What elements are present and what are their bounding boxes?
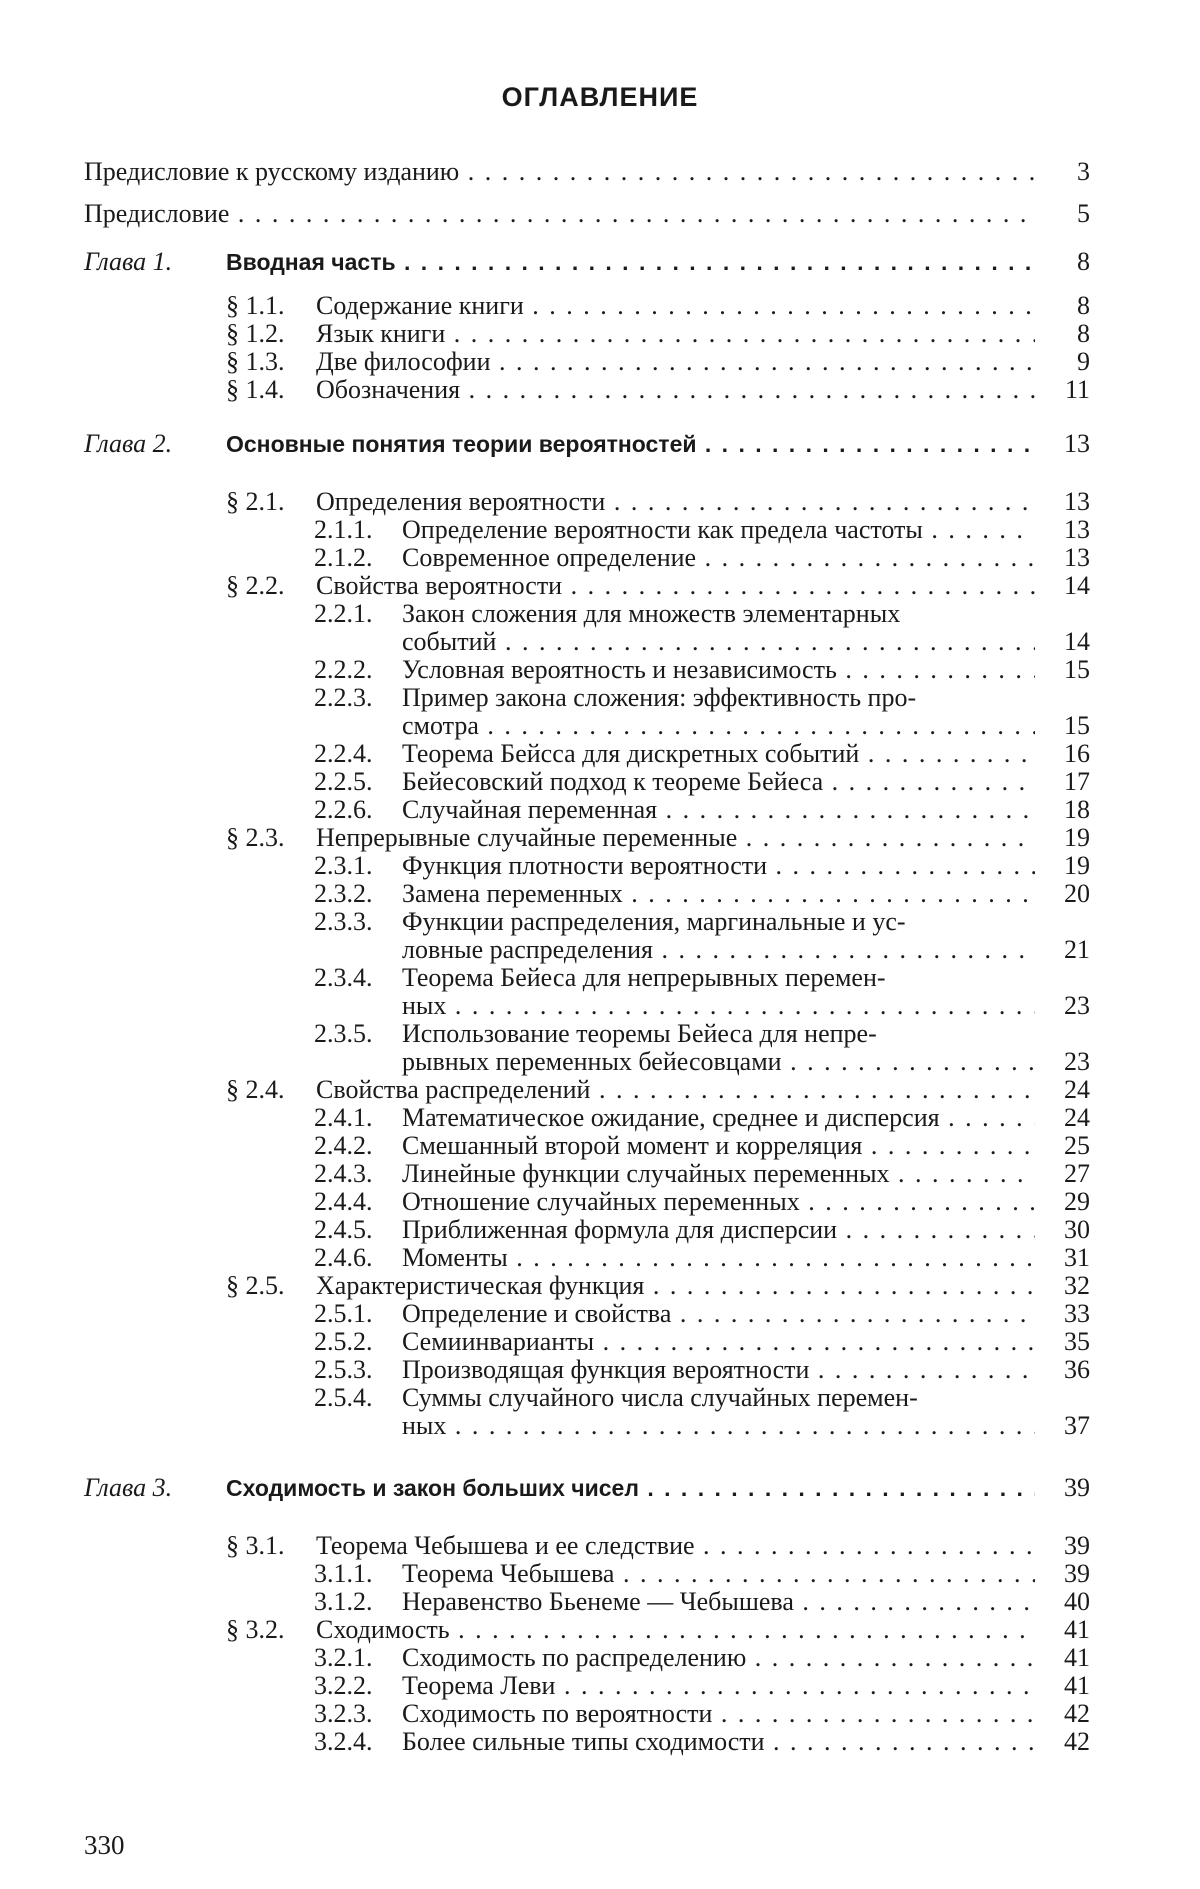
entry-number: 2.3.5. xyxy=(314,1019,373,1048)
entry-title: Определение вероятности как предела частоты . . . xyxy=(402,516,1035,544)
subsection-entry xyxy=(314,1132,1090,1160)
subsection-entry xyxy=(314,1672,1090,1700)
chapter-label: Глава 2. xyxy=(84,429,173,458)
entry-title: Теорема Чебышева . . . xyxy=(402,1560,1035,1588)
subsection-entry xyxy=(314,1384,1090,1440)
entry-number: 3.2.1. xyxy=(314,1643,373,1672)
page-ref: 24 xyxy=(1064,1103,1090,1132)
entry-title: Производящая функция вероятности . . . xyxy=(402,1356,1035,1384)
page-ref: 41 xyxy=(1064,1671,1090,1700)
entry-number: 2.2.5. xyxy=(314,767,373,796)
entry-title: Теорема Чебышева и ее следствие . . . xyxy=(316,1532,1035,1560)
entry-title: Две философии . . . xyxy=(316,348,1035,376)
entry-title: Более сильные типы сходимости . . . xyxy=(402,1728,1035,1756)
entry-number: § 1.3. xyxy=(226,347,285,376)
entry-number: § 2.4. xyxy=(226,1075,285,1104)
page-ref: 19 xyxy=(1064,851,1090,880)
subsection-entry xyxy=(314,1300,1090,1328)
page-ref: 33 xyxy=(1064,1299,1090,1328)
page-ref: 40 xyxy=(1064,1587,1090,1616)
entry-number: § 1.2. xyxy=(226,319,285,348)
entry-number: § 3.1. xyxy=(226,1531,285,1560)
entry-number: § 2.5. xyxy=(226,1271,285,1300)
entry-title: Суммы случайного числа случайных перемен- xyxy=(402,1384,918,1412)
entry-number: 3.1.1. xyxy=(314,1559,373,1588)
page-ref: 11 xyxy=(1064,375,1090,404)
subsection-entry xyxy=(314,1560,1090,1588)
page-ref: 20 xyxy=(1064,879,1090,908)
entry-number: 2.4.5. xyxy=(314,1215,373,1244)
entry-title: Свойства вероятности . . . xyxy=(316,572,1035,600)
subsection-entry xyxy=(314,544,1090,572)
subsection-entry xyxy=(314,740,1090,768)
entry-number: 2.5.2. xyxy=(314,1327,373,1356)
entry-title: Непрерывные случайные переменные . . . xyxy=(316,824,1035,852)
page-ref: 9 xyxy=(1077,347,1090,376)
subsection-entry xyxy=(314,1356,1090,1384)
entry-title: Сходимость по распределению . . . xyxy=(402,1644,1035,1672)
subsection-entry xyxy=(314,768,1090,796)
chapter-entry xyxy=(84,430,1090,458)
page-ref: 16 xyxy=(1064,739,1090,768)
subsection-entry xyxy=(314,1216,1090,1244)
page-ref: 35 xyxy=(1064,1327,1090,1356)
page-ref: 8 xyxy=(1077,291,1090,320)
entry-number: 2.4.3. xyxy=(314,1159,373,1188)
entry-title-continuation: ных . . . xyxy=(402,1412,1035,1440)
entry-number: 2.5.4. xyxy=(314,1383,373,1412)
entry-number: 3.2.4. xyxy=(314,1727,373,1756)
subsection-entry xyxy=(314,1244,1090,1272)
section-entry xyxy=(226,572,1090,600)
section-entry xyxy=(226,488,1090,516)
entry-title: Предисловие . . . xyxy=(84,200,1035,228)
entry-title: Определение и свойства . . . xyxy=(402,1300,1035,1328)
toc-title: ОГЛАВЛЕНИЕ xyxy=(501,82,699,112)
page-ref: 17 xyxy=(1064,767,1090,796)
page-ref: 14 xyxy=(1064,627,1090,656)
page-ref: 29 xyxy=(1064,1187,1090,1216)
entry-title: Основные понятия теории вероятностей . . . xyxy=(226,430,1035,458)
entry-title: Теорема Бейсса для дискретных событий . . . xyxy=(402,740,1035,768)
entry-number: 3.2.3. xyxy=(314,1699,373,1728)
page-ref: 32 xyxy=(1064,1271,1090,1300)
entry-number: 2.4.6. xyxy=(314,1243,373,1272)
page-ref: 13 xyxy=(1064,429,1090,458)
entry-number: 2.3.3. xyxy=(314,907,373,936)
subsection-entry xyxy=(314,1728,1090,1756)
entry-number: 2.5.3. xyxy=(314,1355,373,1384)
page-ref: 27 xyxy=(1064,1159,1090,1188)
section-entry xyxy=(226,1076,1090,1104)
entry-number: 3.1.2. xyxy=(314,1587,373,1616)
entry-number: § 2.3. xyxy=(226,823,285,852)
page-ref: 23 xyxy=(1064,1047,1090,1076)
chapter-entry xyxy=(84,248,1090,276)
subsection-entry xyxy=(314,1020,1090,1076)
subsection-entry xyxy=(314,600,1090,656)
page-ref: 23 xyxy=(1064,991,1090,1020)
entry-title: Функция плотности вероятности . . . xyxy=(402,852,1035,880)
entry-title: Математическое ожидание, среднее и дисперсия . . . xyxy=(402,1104,1035,1132)
entry-number: § 1.4. xyxy=(226,375,285,404)
entry-title: Моменты . . . xyxy=(402,1244,1035,1272)
section-entry xyxy=(226,292,1090,320)
chapter-label: Глава 3. xyxy=(84,1473,173,1502)
entry-title: Теорема Бейеса для непрерывных перемен- xyxy=(402,964,886,992)
page-ref: 30 xyxy=(1064,1215,1090,1244)
subsection-entry xyxy=(314,880,1090,908)
entry-title: Свойства распределений . . . xyxy=(316,1076,1035,1104)
page-ref: 42 xyxy=(1064,1699,1090,1728)
entry-title: Обозначения . . . xyxy=(316,376,1035,404)
entry-title: Замена переменных . . . xyxy=(402,880,1035,908)
subsection-entry xyxy=(314,1644,1090,1672)
entry-number: 2.3.4. xyxy=(314,963,373,992)
subsection-entry xyxy=(314,516,1090,544)
subsection-entry xyxy=(314,1188,1090,1216)
page-ref: 15 xyxy=(1064,655,1090,684)
entry-title: Сходимость по вероятности . . . xyxy=(402,1700,1035,1728)
page-ref: 3 xyxy=(1077,157,1090,186)
page-ref: 41 xyxy=(1064,1643,1090,1672)
subsection-entry xyxy=(314,1588,1090,1616)
entry-number: 2.2.4. xyxy=(314,739,373,768)
entry-title: Приближенная формула для дисперсии . . . xyxy=(402,1216,1035,1244)
page-ref: 8 xyxy=(1077,247,1090,276)
entry-title-continuation: ных . . . xyxy=(402,992,1035,1020)
entry-title-continuation: рывных переменных бейесовцами . . . xyxy=(402,1048,1035,1076)
subsection-entry xyxy=(314,684,1090,740)
entry-title: Характеристическая функция . . . xyxy=(316,1272,1035,1300)
entry-title: Содержание книги . . . xyxy=(316,292,1035,320)
entry-title: Язык книги . . . xyxy=(316,320,1035,348)
subsection-entry xyxy=(314,964,1090,1020)
subsection-entry xyxy=(314,1104,1090,1132)
entry-number: 2.3.1. xyxy=(314,851,373,880)
entry-title: Бейесовский подход к теореме Бейеса . . . xyxy=(402,768,1035,796)
entry-title-continuation: событий . . . xyxy=(402,628,1035,656)
chapter-label: Глава 1. xyxy=(84,247,173,276)
entry-number: § 2.1. xyxy=(226,487,285,516)
page-ref: 13 xyxy=(1064,515,1090,544)
entry-title: Неравенство Бьенеме — Чебышева . . . xyxy=(402,1588,1035,1616)
entry-number: § 2.2. xyxy=(226,571,285,600)
entry-title-continuation: смотра . . . xyxy=(402,712,1035,740)
entry-title: Смешанный второй момент и корреляция . . . xyxy=(402,1132,1035,1160)
entry-title: Использование теоремы Бейеса для непре- xyxy=(402,1020,877,1048)
entry-number: 2.1.1. xyxy=(314,515,373,544)
entry-number: 2.2.2. xyxy=(314,655,373,684)
section-entry xyxy=(226,1616,1090,1644)
page-ref: 39 xyxy=(1064,1531,1090,1560)
subsection-entry xyxy=(314,1160,1090,1188)
page-ref: 25 xyxy=(1064,1131,1090,1160)
page-number: 330 xyxy=(84,1830,125,1860)
entry-number: 2.2.1. xyxy=(314,599,373,628)
entry-title: Определения вероятности . . . xyxy=(316,488,1035,516)
entry-title: Пример закона сложения: эффективность про- xyxy=(402,684,917,712)
page-ref: 41 xyxy=(1064,1615,1090,1644)
entry-title: Отношение случайных переменных . . . xyxy=(402,1188,1035,1216)
subsection-entry xyxy=(314,852,1090,880)
entry-title: Функции распределения, маргинальные и ус- xyxy=(402,908,906,936)
page-ref: 18 xyxy=(1064,795,1090,824)
subsection-entry xyxy=(314,796,1090,824)
entry-title: Вводная часть . . . xyxy=(226,248,1035,276)
chapter-entry xyxy=(84,1474,1090,1502)
page-ref: 14 xyxy=(1064,571,1090,600)
entry-number: 2.4.4. xyxy=(314,1187,373,1216)
entry-title: Условная вероятность и независимость . . . xyxy=(402,656,1035,684)
section-entry xyxy=(226,824,1090,852)
entry-number: 2.2.3. xyxy=(314,683,373,712)
entry-title: Случайная переменная . . . xyxy=(402,796,1035,824)
subsection-entry xyxy=(314,1328,1090,1356)
page-ref: 5 xyxy=(1077,199,1090,228)
entry-number: 3.2.2. xyxy=(314,1671,373,1700)
entry-title: Закон сложения для множеств элементарных xyxy=(402,600,901,628)
section-entry xyxy=(226,320,1090,348)
page-ref: 36 xyxy=(1064,1355,1090,1384)
front-matter-entry xyxy=(84,200,1090,228)
page-ref: 39 xyxy=(1064,1473,1090,1502)
entry-title: Теорема Леви . . . xyxy=(402,1672,1035,1700)
entry-number: 2.5.1. xyxy=(314,1299,373,1328)
page-ref: 19 xyxy=(1064,823,1090,852)
section-entry xyxy=(226,1272,1090,1300)
entry-title-continuation: ловные распределения . . . xyxy=(402,936,1035,964)
entry-title: Современное определение . . . xyxy=(402,544,1035,572)
front-matter-entry xyxy=(84,158,1090,186)
page-ref: 15 xyxy=(1064,711,1090,740)
page-ref: 37 xyxy=(1064,1411,1090,1440)
entry-title: Сходимость . . . xyxy=(316,1616,1035,1644)
entry-title: Сходимость и закон больших чисел . . . xyxy=(226,1474,1035,1502)
page-ref: 42 xyxy=(1064,1727,1090,1756)
page-ref: 31 xyxy=(1064,1243,1090,1272)
page-ref: 21 xyxy=(1064,935,1090,964)
subsection-entry xyxy=(314,908,1090,964)
page-ref: 13 xyxy=(1064,543,1090,572)
entry-title: Семиинварианты . . . xyxy=(402,1328,1035,1356)
entry-title: Предисловие к русскому изданию . . . xyxy=(84,158,1035,186)
page-ref: 13 xyxy=(1064,487,1090,516)
entry-number: 2.3.2. xyxy=(314,879,373,908)
entry-number: 2.2.6. xyxy=(314,795,373,824)
section-entry xyxy=(226,376,1090,404)
subsection-entry xyxy=(314,1700,1090,1728)
entry-title: Линейные функции случайных переменных . . . xyxy=(402,1160,1035,1188)
page-ref: 39 xyxy=(1064,1559,1090,1588)
entry-number: 2.1.2. xyxy=(314,543,373,572)
section-entry xyxy=(226,1532,1090,1560)
entry-number: § 1.1. xyxy=(226,291,285,320)
section-entry xyxy=(226,348,1090,376)
entry-number: 2.4.1. xyxy=(314,1103,373,1132)
entry-number: § 3.2. xyxy=(226,1615,285,1644)
page-ref: 24 xyxy=(1064,1075,1090,1104)
page-ref: 8 xyxy=(1077,319,1090,348)
subsection-entry xyxy=(314,656,1090,684)
entry-number: 2.4.2. xyxy=(314,1131,373,1160)
